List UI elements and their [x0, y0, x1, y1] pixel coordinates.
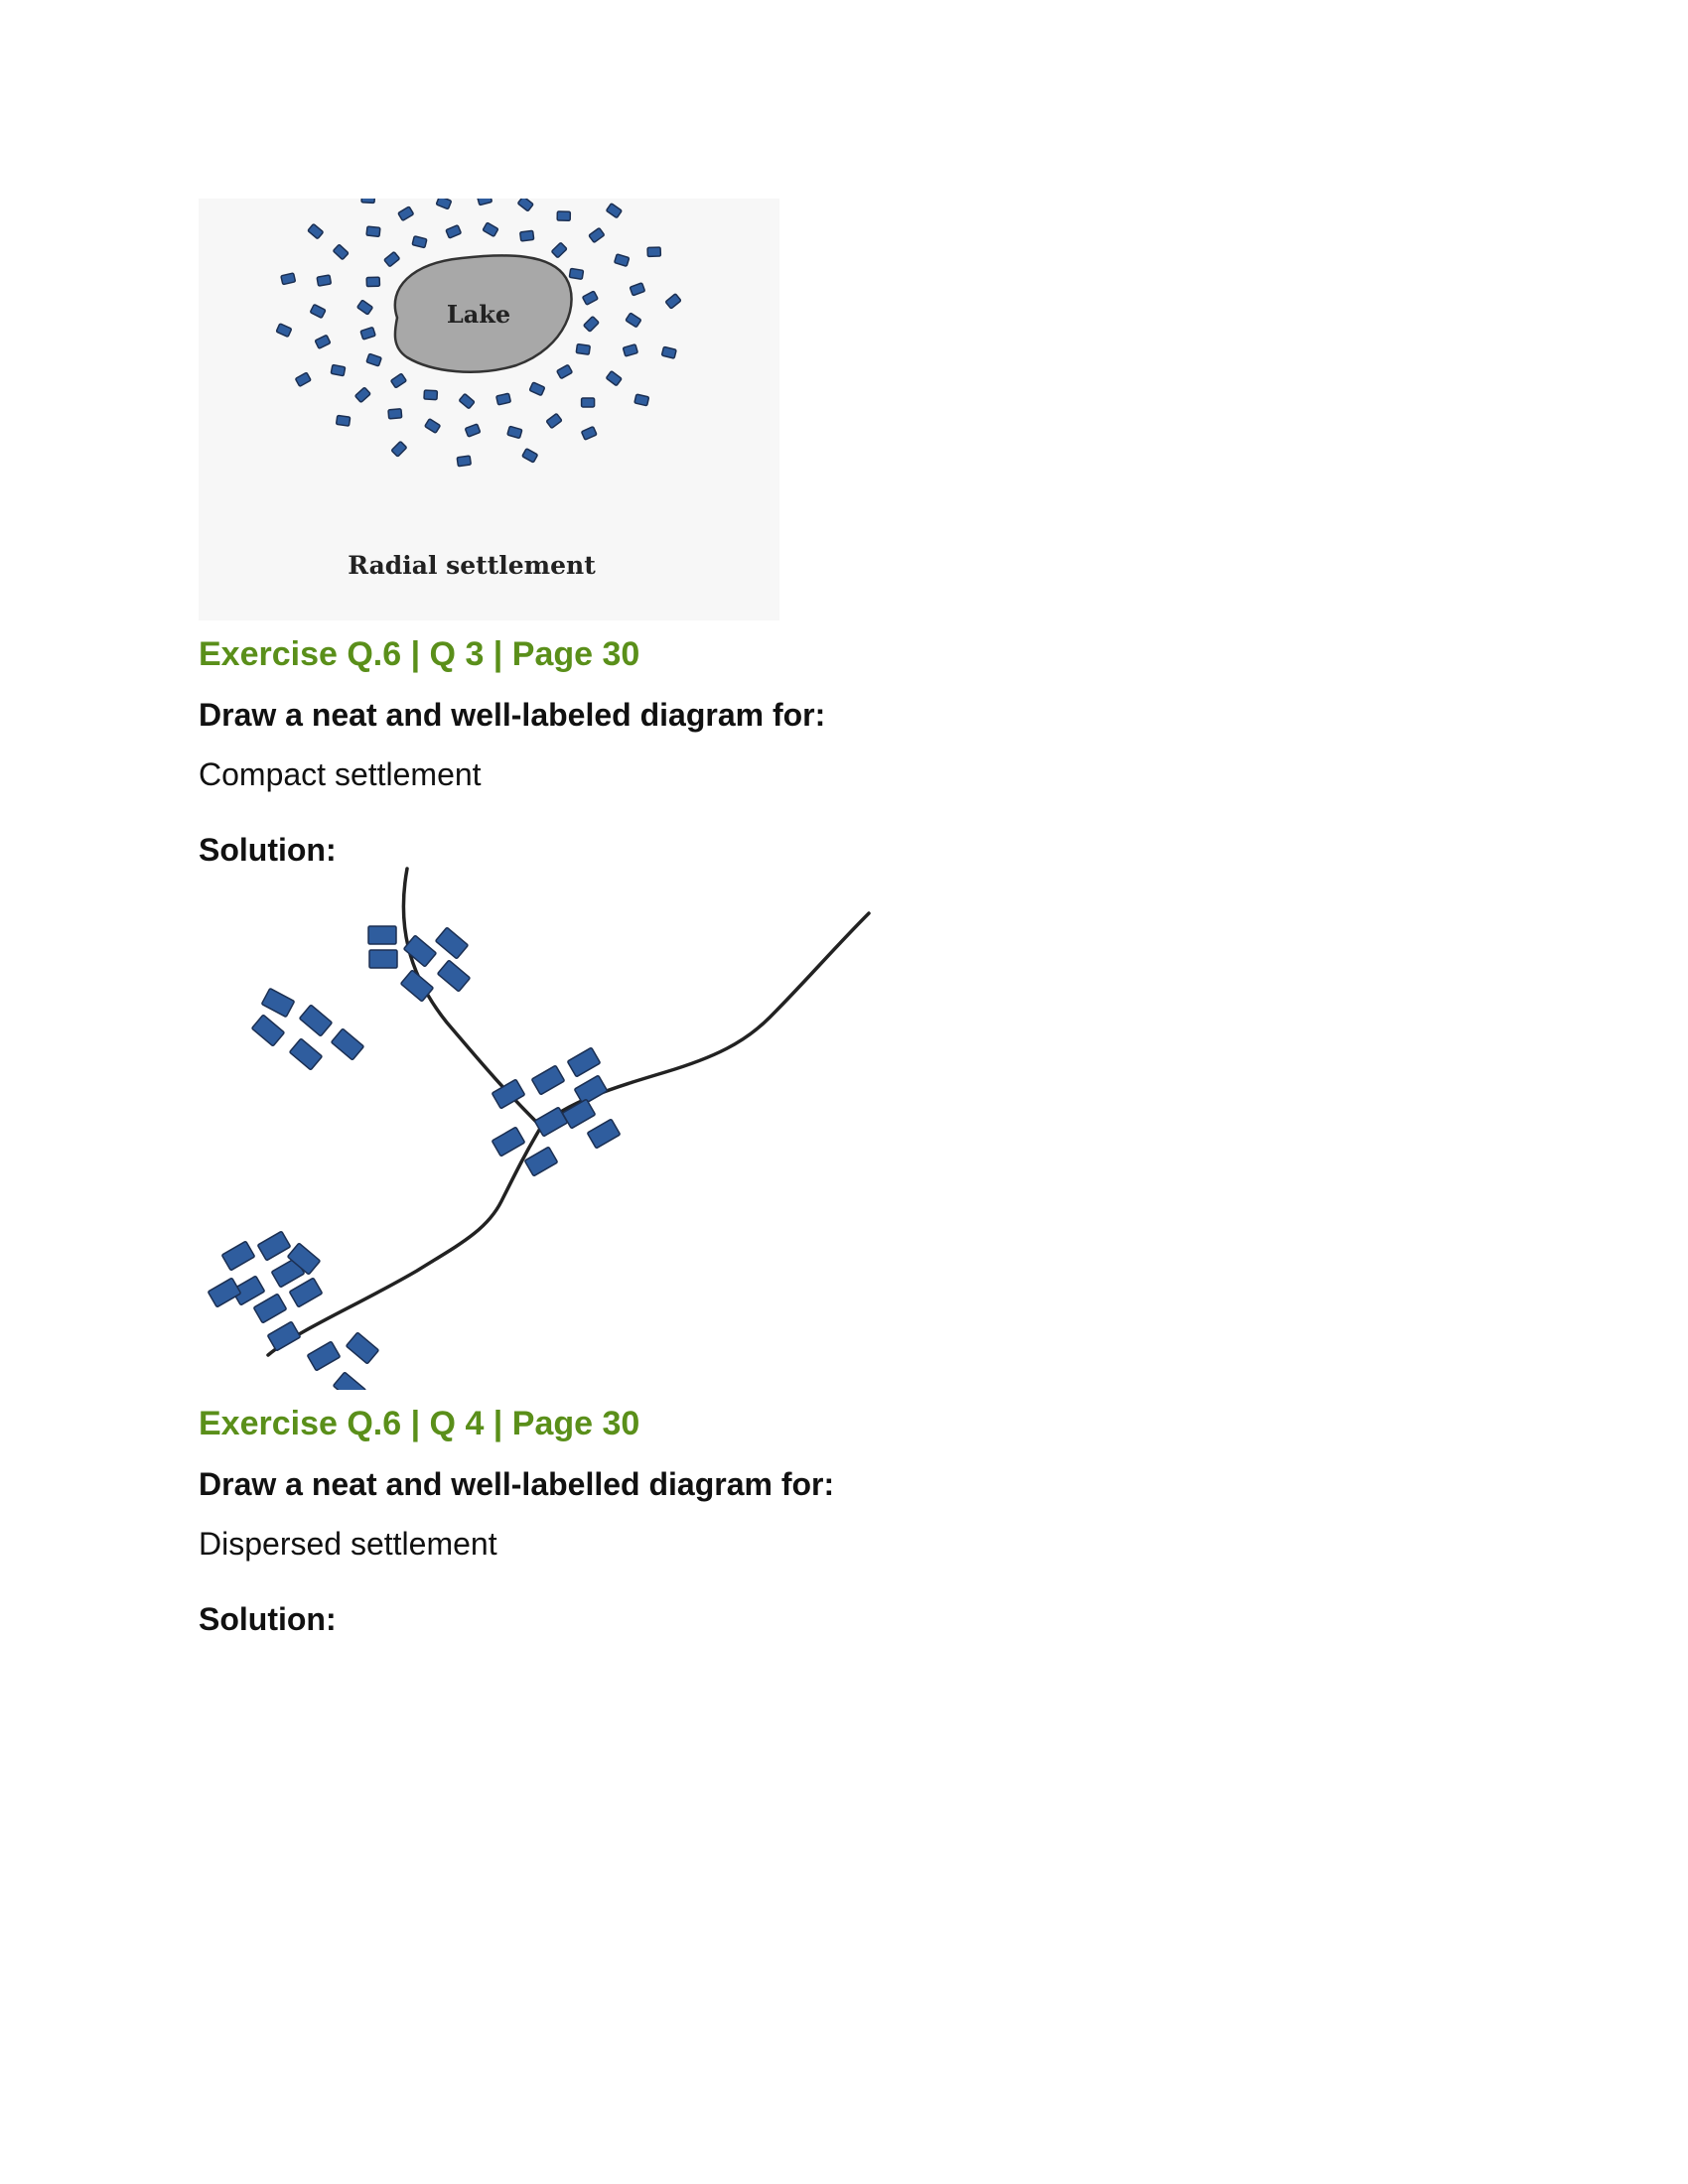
house-icon	[361, 199, 374, 203]
q4-solution-label: Solution:	[199, 1601, 337, 1637]
q4-question: Draw a neat and well-labelled diagram for:	[199, 1466, 835, 1502]
house-icon	[221, 1241, 254, 1271]
house-icon	[257, 1231, 290, 1261]
house-icon	[289, 1038, 322, 1070]
house-icon	[337, 415, 351, 426]
q3-question: Draw a neat and well-labeled diagram for:	[199, 697, 826, 733]
house-icon	[369, 950, 397, 968]
house-icon	[569, 268, 583, 279]
house-icon	[346, 1332, 378, 1364]
house-icon	[281, 273, 296, 285]
house-icon	[576, 344, 590, 355]
house-icon	[289, 1278, 322, 1307]
house-icon	[582, 398, 595, 407]
house-icon	[496, 393, 511, 405]
house-icon	[531, 1065, 564, 1095]
house-icon	[634, 394, 649, 406]
house-icon	[403, 935, 436, 967]
q3-solution-label: Solution:	[199, 832, 337, 868]
house-icon	[647, 247, 660, 256]
house-icon	[567, 1047, 600, 1077]
house-icon	[557, 211, 570, 220]
house-icon	[457, 456, 471, 467]
house-icon	[299, 1005, 332, 1036]
house-icon	[437, 960, 470, 992]
house-icon	[317, 275, 331, 286]
compact-houses	[208, 926, 620, 1390]
house-icon	[388, 409, 402, 419]
house-icon	[524, 1147, 557, 1176]
lake-label: Lake	[446, 300, 511, 329]
house-icon	[366, 277, 379, 286]
q4-answer: Dispersed settlement	[199, 1526, 497, 1562]
radial-caption: Radial settlement	[348, 551, 596, 580]
radial-settlement-diagram	[199, 199, 779, 620]
house-icon	[251, 1015, 284, 1046]
compact-settlement-diagram	[199, 864, 894, 1390]
house-icon	[587, 1119, 620, 1149]
house-icon	[333, 1372, 365, 1390]
q4-heading: Exercise Q.6 | Q 4 | Page 30	[199, 1405, 640, 1442]
house-icon	[253, 1294, 286, 1323]
house-icon	[331, 364, 345, 375]
road-main	[268, 913, 869, 1355]
house-icon	[492, 1127, 524, 1157]
house-icon	[366, 226, 380, 236]
q3-heading: Exercise Q.6 | Q 3 | Page 30	[199, 635, 640, 673]
house-icon	[331, 1028, 363, 1060]
q3-answer: Compact settlement	[199, 756, 482, 792]
house-icon	[261, 988, 294, 1017]
house-icon	[435, 927, 468, 959]
house-icon	[208, 1278, 240, 1307]
house-icon	[267, 1321, 300, 1351]
house-icon	[562, 1099, 595, 1129]
house-icon	[307, 1341, 340, 1371]
house-icon	[368, 926, 396, 944]
house-icon	[520, 230, 534, 241]
house-icon	[424, 390, 437, 400]
